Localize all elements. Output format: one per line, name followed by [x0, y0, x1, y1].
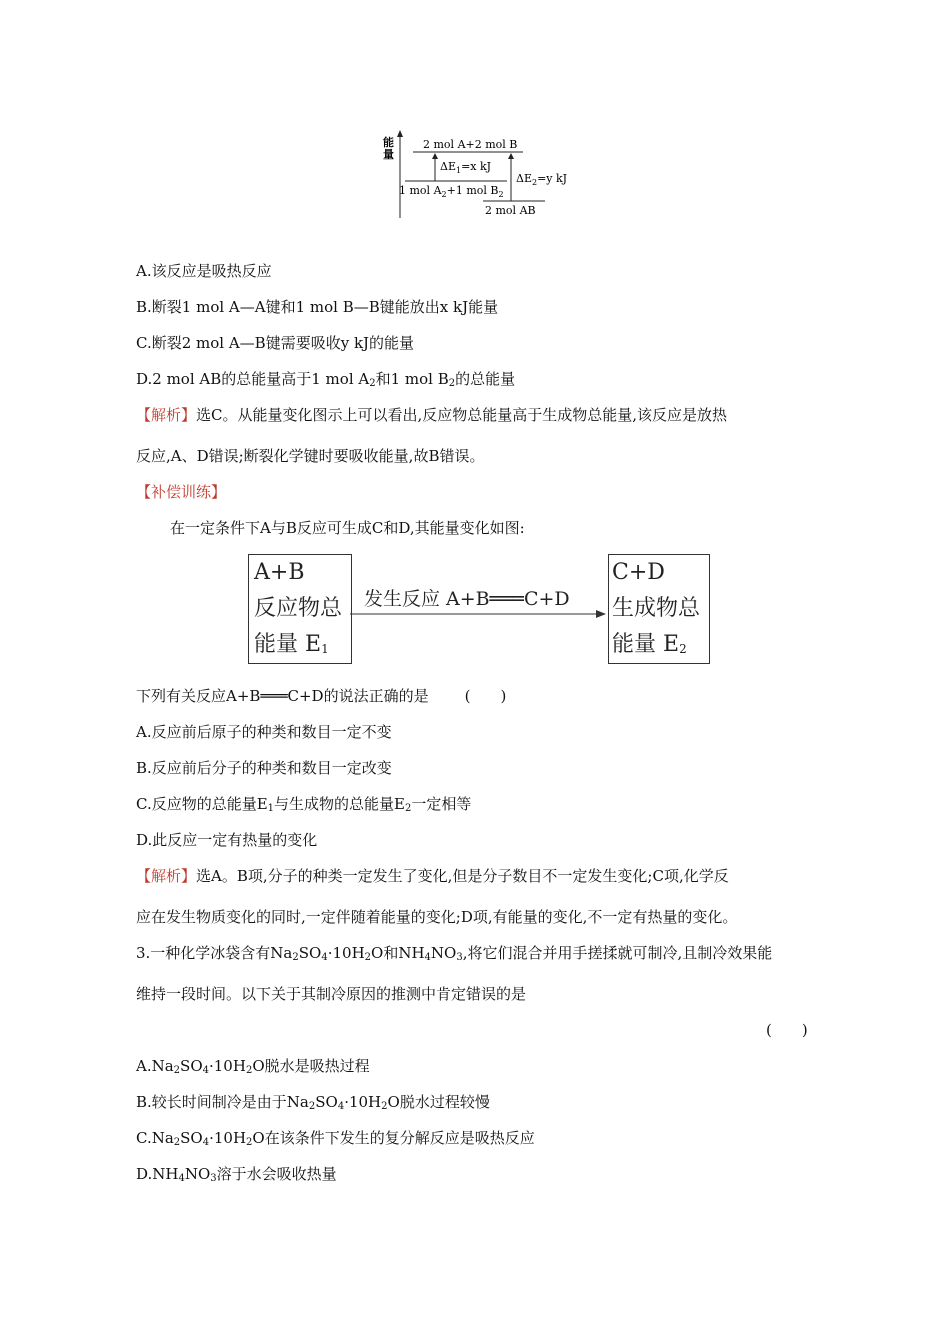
q1-option-d: D.2 mol AB的总能量高于1 mol $A_2$和1 mol $B_2$的总能量	[136, 370, 516, 389]
q3-option-a: $A.Na_2SO_4\cdot 10H_2O$脱水是吸热过程	[136, 1057, 370, 1076]
q1-analysis-line1: 【解析】选C。从能量变化图示上可以看出,反应物总能量高于生成物总能量,该反应是放热	[136, 406, 728, 424]
products-box	[608, 554, 710, 664]
q3-option-d: $D.NH_4NO_3$溶于水会吸收热量	[136, 1165, 337, 1184]
y-axis-label-1: 能	[383, 136, 394, 149]
supplement-tag: 【补偿训练】	[136, 483, 227, 501]
reaction-arrow-label: 发生反应 A+B═══C+D	[364, 588, 570, 610]
q2-option-d: D.此反应一定有热量的变化	[136, 831, 318, 849]
q3-answer-paren: ( )	[766, 1021, 808, 1039]
q1-option-b: B.断裂1 mol A—A键和1 mol B—B键能放出x kJ能量	[136, 298, 499, 316]
q1-analysis-line2: 反应,A、D错误;断裂化学键时要吸收能量,故B错误。	[136, 447, 485, 465]
products-formula: C+D	[612, 560, 665, 585]
reactants-label: 反应物总	[254, 596, 343, 621]
analysis-tag: 【解析】	[136, 867, 197, 885]
q2-option-a: A.反应前后原子的种类和数目一定不变	[136, 723, 392, 741]
q2-option-b: B.反应前后分子的种类和数目一定改变	[136, 759, 392, 777]
reactants-energy: 能量 $E_1$	[254, 632, 329, 657]
reactants-formula: A+B	[254, 560, 305, 585]
q3-option-b: B.较长时间制冷是由于$Na_2SO_4\cdot 10H_2O$脱水过程较慢	[136, 1093, 490, 1112]
q3-stem-line2: 维持一段时间。以下关于其制冷原因的推测中肯定错误的是	[136, 985, 527, 1003]
analysis-tag: 【解析】	[136, 406, 197, 424]
level-top-label: 2 mol A+2 mol B	[423, 138, 518, 151]
products-energy: 能量 $E_2$	[612, 632, 687, 657]
reactants-box	[248, 554, 352, 664]
reaction-arrow	[350, 608, 608, 620]
level-mid-label: 1 mol $A_2+1$ mol $B_2$	[399, 184, 504, 199]
q3-option-c: $C.Na_2SO_4\cdot 10H_2O$在该条件下发生的复分解反应是吸热反应	[136, 1129, 535, 1148]
q1-option-a: A.该反应是吸热反应	[136, 262, 272, 280]
products-label: 生成物总	[612, 596, 701, 621]
delta2-label: $\Delta E_2=y$ kJ	[516, 172, 568, 187]
q3-stem-line1: 3.一种化学冰袋含有$Na_2SO_4\cdot 10H_2O$和$NH_4NO_3$,将它们混合并用手搓揉就可制冷,且制冷效果能	[136, 944, 773, 963]
q2-analysis-line2: 应在发生物质变化的同时,一定伴随着能量的变化;D项,有能量的变化,不一定有热量的变化。	[136, 908, 738, 926]
q2-option-c: C.反应物的总能量$E_1$与生成物的总能量$E_2$一定相等	[136, 795, 472, 814]
delta1-label: $\Delta E_1=x$ kJ	[440, 160, 492, 175]
q2-stem: 下列有关反应A+B═══C+D的说法正确的是 ( )	[136, 687, 507, 705]
y-axis-label-2: 量	[383, 148, 394, 161]
q2-analysis-line1: 【解析】选A。B项,分子的种类一定发生了变化,但是分子数目不一定发生变化;C项,化学反	[136, 867, 729, 885]
axis-arrowhead	[397, 130, 403, 137]
energy-level-diagram	[375, 128, 575, 224]
q1-option-c: C.断裂2 mol A—B键需要吸收y kJ的能量	[136, 334, 415, 352]
energy-diagram-svg	[375, 128, 575, 224]
supplement-intro: 在一定条件下A与B反应可生成C和D,其能量变化如图:	[170, 519, 525, 537]
reaction-energy-diagram	[248, 554, 712, 666]
level-bottom-label: 2 mol AB	[485, 204, 536, 217]
